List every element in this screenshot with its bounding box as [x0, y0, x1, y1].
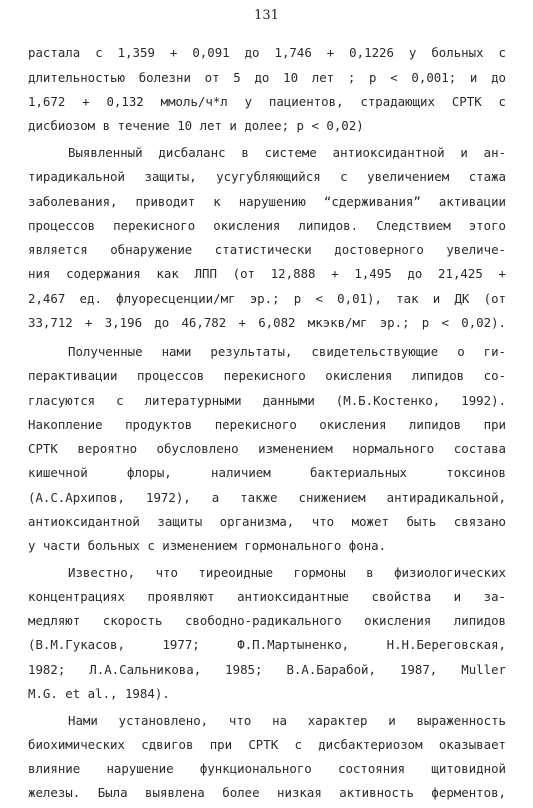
text-line: Полученные нами результаты, свидетельствующие о ги-	[68, 344, 506, 359]
text-line: 1982; Л.А.Сальникова, 1985; В.А.Барабой, 1987, Muller	[28, 662, 506, 677]
text-line: 33,712 + 3,196 до 46,782 + 6,082 мкэкв/мг эр.; р < 0,02).	[28, 315, 506, 330]
text-line: железы. Была выявлена более низкая активность ферментов,	[28, 785, 506, 800]
text-line: Выявленный дисбаланс в системе антиоксидантной и ан-	[68, 145, 506, 160]
text-line: дисбиозом в течение 10 лет и долее; р < 0,02)	[28, 118, 364, 133]
page-number: 131	[254, 8, 279, 23]
text-line: ния содержания как ЛПП (от 12,888 + 1,495 до 21,425 +	[28, 266, 506, 281]
text-line: (А.С.Архипов, 1972), а также снижением антирадикальной,	[28, 490, 506, 505]
text-line: процессов перекисного окисления липидов. Следствием этого	[28, 218, 506, 233]
text-line: Накопление продуктов перекисного окисления липидов при	[28, 417, 506, 432]
text-line: медляют скорость свободно-радикального окисления липидов	[28, 613, 506, 628]
text-line: M.G. et al., 1984).	[28, 686, 170, 701]
text-line: тирадикальной защиты, усугубляющийся с увеличением стажа	[28, 169, 506, 184]
text-line: 1,672 + 0,132 ммоль/ч*л у пациентов, страдающих СРТК с	[28, 94, 506, 109]
text-line: у части больных с изменением гормонального фона.	[28, 538, 387, 553]
text-line: влияние нарушение функционального состояния щитовидной	[28, 761, 506, 776]
text-line: является обнаружение статистически достоверного увеличе-	[28, 242, 506, 257]
text-line: Известно, что тиреоидные гормоны в физиологических	[68, 565, 506, 580]
text-line: (В.М.Гукасов, 1977; Ф.П.Мартыненко, Н.Н.Береговская,	[28, 637, 506, 652]
text-line: СРТК вероятно обусловлено изменением нормального состава	[28, 441, 506, 456]
text-line: концентрациях проявляют антиоксидантные свойства и за-	[28, 589, 506, 604]
text-line: антиоксидантной защиты организма, что может быть связано	[28, 514, 506, 529]
text-line: растала с 1,359 + 0,091 до 1,746 + 0,1226 у больных с	[28, 45, 506, 60]
text-line: Нами установлено, что на характер и выраженность	[68, 713, 506, 728]
text-line: заболевания, приводит к нарушению “сдерживания” активации	[28, 194, 506, 209]
text-line: 2,467 ед. флуоресценции/мг эр.; р < 0,01), так и ДК (от	[28, 291, 506, 306]
text-line: гласуются с литературными данными (М.Б.Костенко, 1992).	[28, 393, 506, 408]
text-line: биохимических сдвигов при СРТК с дисбактериозом оказывает	[28, 737, 506, 752]
text-line: длительностью болезни от 5 до 10 лет ; р < 0,001; и до	[28, 70, 506, 85]
text-line: кишечной флоры, наличием бактериальных токсинов	[28, 465, 506, 480]
text-line: перактивации процессов перекисного окисления липидов со-	[28, 368, 506, 383]
